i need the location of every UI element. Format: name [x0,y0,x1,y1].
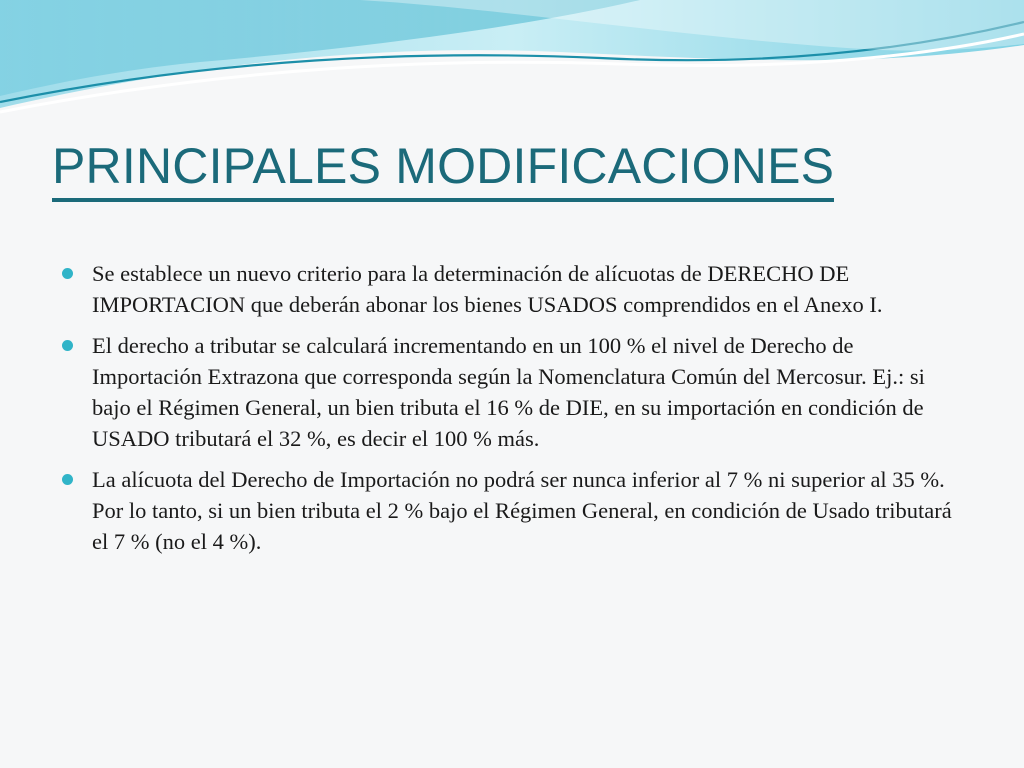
bullet-item [62,464,962,557]
bullet-item [62,330,962,454]
bullet-text: Se establece un nuevo criterio para la determinación de alícuotas de DERECHO DE IMPORTACION que deberán abonar los bienes USADOS comprendidos en el Anexo I. [92,261,883,317]
title-container [52,136,952,202]
bullet-dot-icon [62,474,73,485]
bullet-dot-icon [62,340,73,351]
header-wave-decoration [0,0,1024,120]
bullet-text: La alícuota del Derecho de Importación no podrá ser nunca inferior al 7 % ni superior al 35 %. Por lo tanto, si un bien tributa el 2 % bajo el Régimen General, en condición de Usado tributará el 7 % (no el 4 %). [92,467,952,554]
bullet-text: El derecho a tributar se calculará incrementando en un 100 % el nivel de Derecho de Importación Extrazona que corresponda según la Nomenclatura Común del Mercosur. Ej.: si bajo el Régimen General, un bien tributa el 16 % de DIE, en su importación en condición de USADO tributará el 32 %, es decir el 100 % más. [92,333,925,451]
slide-title: PRINCIPALES MODIFICACIONES [52,136,834,202]
bullet-list [62,258,962,567]
bullet-item [62,258,962,320]
bullet-dot-icon [62,268,73,279]
